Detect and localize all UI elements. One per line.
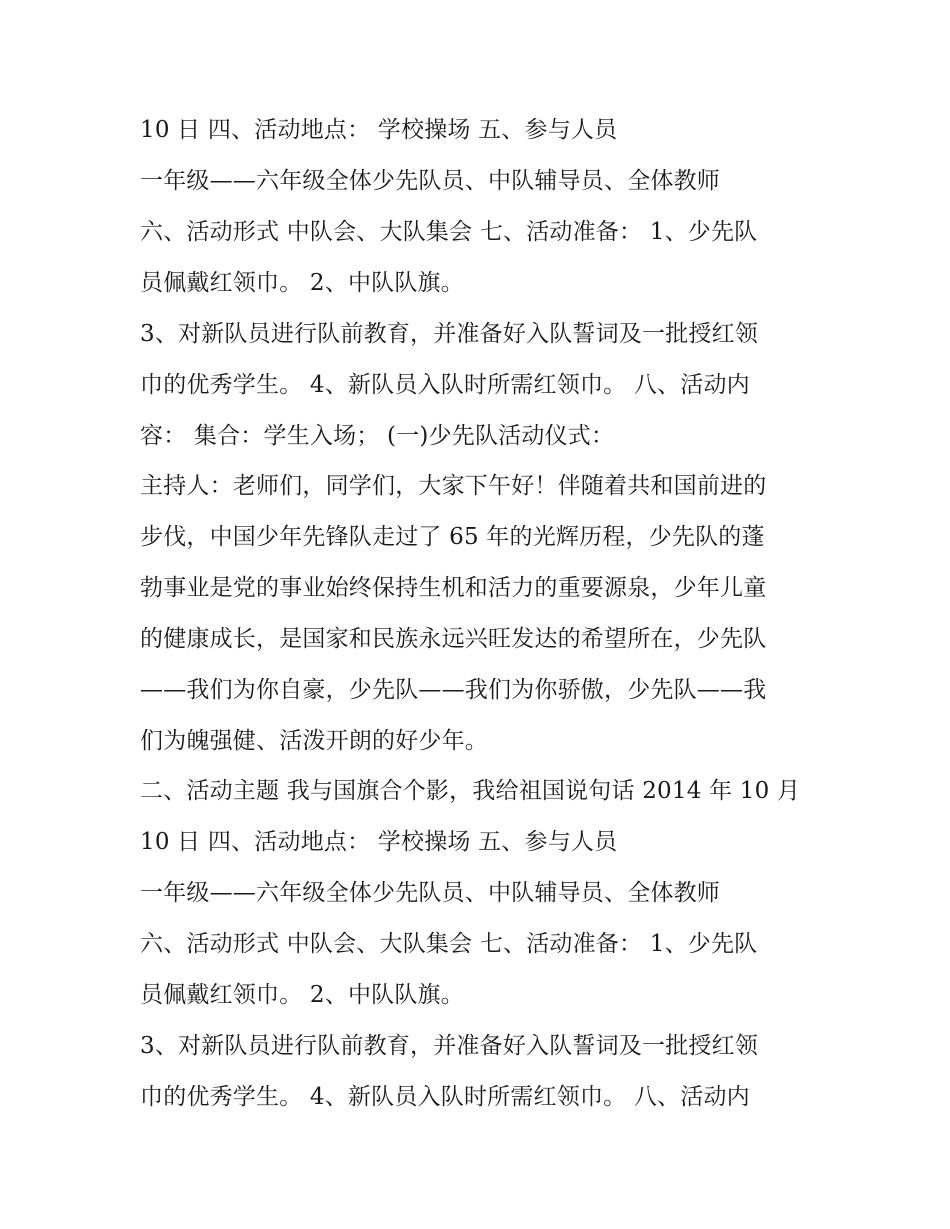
text-line: 一年级——六年级全体少先队员、中队辅导员、全体教师 [140,168,720,194]
text-line: 的健康成长，是国家和民族永远兴旺发达的希望所在，少先队 [140,626,767,652]
text-line: 员佩戴红领巾。 2、中队队旗。 [140,982,464,1008]
text-line: 一年级——六年级全体少先队员、中队辅导员、全体教师 [140,880,720,906]
text-line: 员佩戴红领巾。 2、中队队旗。 [140,270,464,296]
text-line: 六、活动形式 中队会、大队集会 七、活动准备： 1、少先队 [140,219,758,245]
text-line: 3、对新队员进行队前教育，并准备好入队誓词及一批授红领 [140,321,759,347]
text-line: 巾的优秀学生。 4、新队员入队时所需红领巾。 八、活动内 [140,1084,750,1110]
text-line: 二、活动主题 我与国旗合个影，我给祖国说句话 2014 年 10 月 [140,778,801,804]
text-line: 3、对新队员进行队前教育，并准备好入队誓词及一批授红领 [140,1033,759,1059]
text-line: 们为魄强健、活泼开朗的好少年。 [140,728,488,754]
text-line: 勃事业是党的事业始终保持生机和活力的重要源泉，少年儿童 [140,575,767,601]
text-line: 步伐，中国少年先锋队走过了 65 年的光辉历程，少先队的蓬 [140,524,765,550]
text-line: ——我们为你自豪，少先队——我们为你骄傲，少先队——我 [140,677,767,703]
text-line: 10 日 四、活动地点： 学校操场 五、参与人员 [140,117,618,143]
text-line: 容： 集合：学生入场； (一)少先队活动仪式： [140,423,615,449]
text-line: 六、活动形式 中队会、大队集会 七、活动准备： 1、少先队 [140,931,758,957]
text-line: 主持人：老师们，同学们，大家下午好！伴随着共和国前进的 [140,473,767,499]
text-line: 10 日 四、活动地点： 学校操场 五、参与人员 [140,829,618,855]
text-line: 巾的优秀学生。 4、新队员入队时所需红领巾。 八、活动内 [140,372,750,398]
